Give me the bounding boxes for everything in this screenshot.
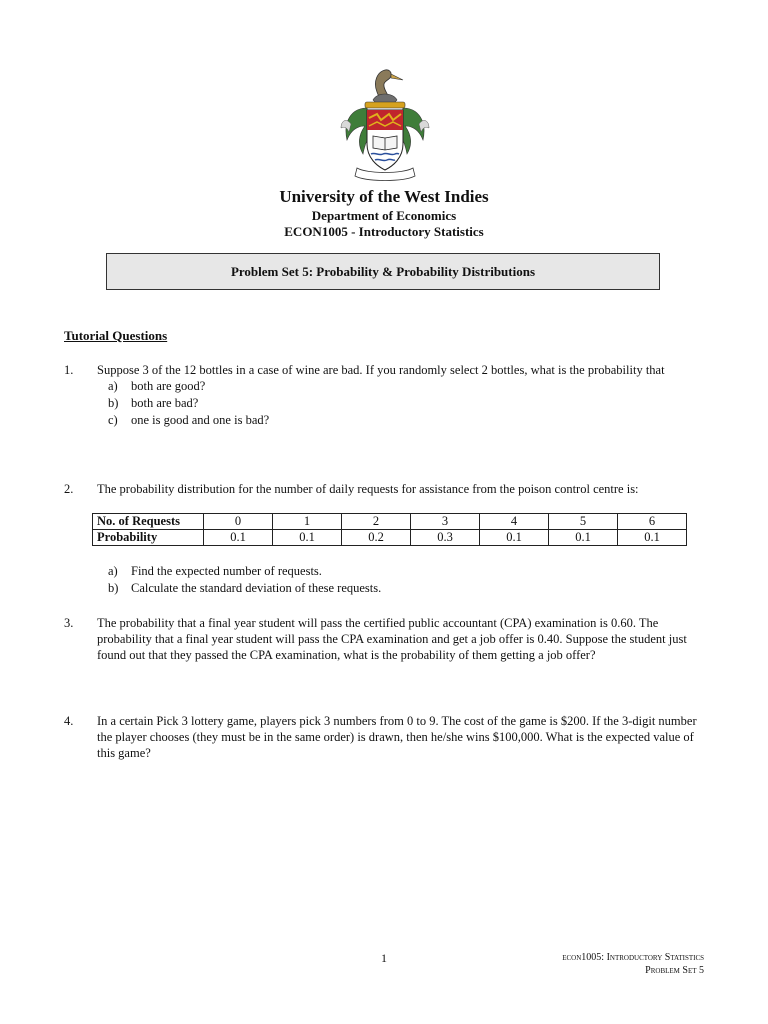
- question-number: 1.: [64, 363, 74, 377]
- question-number: 4.: [64, 714, 74, 728]
- list-item: [97, 563, 704, 580]
- option-text: both are good?: [131, 379, 206, 393]
- table-cell: 3: [411, 514, 480, 530]
- table-cell: 0.1: [618, 530, 687, 546]
- table-cell: 0.3: [411, 530, 480, 546]
- question-number: 3.: [64, 616, 74, 630]
- table-cell: 0.1: [204, 530, 273, 546]
- table-cell: 0.1: [549, 530, 618, 546]
- option-text: Calculate the standard deviation of these requests.: [131, 581, 382, 595]
- question-2: [64, 481, 704, 497]
- question-number: 2.: [64, 482, 74, 496]
- list-item: [97, 412, 704, 429]
- footer-set: Problem Set 5: [645, 965, 704, 976]
- option-letter: a): [108, 564, 118, 578]
- table-row-label: No. of Requests: [93, 514, 204, 530]
- question-4: [64, 713, 704, 761]
- table-cell: 4: [480, 514, 549, 530]
- table-cell: 5: [549, 514, 618, 530]
- table-row-label: Probability: [93, 530, 204, 546]
- university-name: University of the West Indies: [279, 187, 489, 206]
- page-number: 1: [381, 951, 387, 965]
- table-cell: 1: [273, 514, 342, 530]
- option-letter: b): [108, 581, 119, 595]
- running-footer: [562, 951, 704, 977]
- footer-course: econ1005: Introductory Statistics: [562, 952, 704, 963]
- question-text: The probability that a final year student will pass the certified public accountant (CPA) examination is 0.60. The probability that a final year student will pass the CPA examination and get a job offer is 0.40. Suppose the student just found out that they passed the CPA examination, what is the probability of them getting a job offer?: [97, 616, 687, 662]
- problem-set-title-box: [106, 253, 660, 290]
- option-letter: a): [108, 379, 118, 393]
- department-name: Department of Economics: [311, 208, 457, 223]
- list-item: [97, 395, 704, 412]
- table-cell: 0: [204, 514, 273, 530]
- question-text: Suppose 3 of the 12 bottles in a case of wine are bad. If you randomly select 2 bottles, what is the probability that: [97, 363, 665, 377]
- table-row: [93, 514, 687, 530]
- table-cell: 0.1: [273, 530, 342, 546]
- probability-distribution-table: [92, 513, 687, 546]
- question-1: [64, 362, 704, 429]
- option-letter: c): [108, 413, 118, 427]
- table-cell: 6: [618, 514, 687, 530]
- table-cell: 0.2: [342, 530, 411, 546]
- option-list: [97, 563, 704, 597]
- question-text: In a certain Pick 3 lottery game, players pick 3 numbers from 0 to 9. The cost of the game is $200. If the 3-digit number the player chooses (they must be in the same order) is drawn, then he/she wins $100,000. What is the expected value of this game?: [97, 714, 697, 760]
- question-3: [64, 615, 704, 663]
- option-text: one is good and one is bad?: [131, 413, 270, 427]
- option-text: both are bad?: [131, 396, 199, 410]
- table-row: [93, 530, 687, 546]
- university-crest-icon: [337, 64, 433, 182]
- option-list: [97, 378, 704, 429]
- list-item: [97, 378, 704, 395]
- option-letter: b): [108, 396, 119, 410]
- table-cell: 2: [342, 514, 411, 530]
- problem-set-title: Problem Set 5: Probability & Probability Distributions: [230, 264, 536, 279]
- table-cell: 0.1: [480, 530, 549, 546]
- course-title: ECON1005 - Introductory Statistics: [284, 224, 484, 239]
- question-text: The probability distribution for the number of daily requests for assistance from the poison control centre is:: [97, 482, 639, 496]
- list-item: [97, 580, 704, 597]
- section-heading: Tutorial Questions: [64, 328, 168, 343]
- question-2-parts: [64, 563, 704, 597]
- option-text: Find the expected number of requests.: [131, 564, 322, 578]
